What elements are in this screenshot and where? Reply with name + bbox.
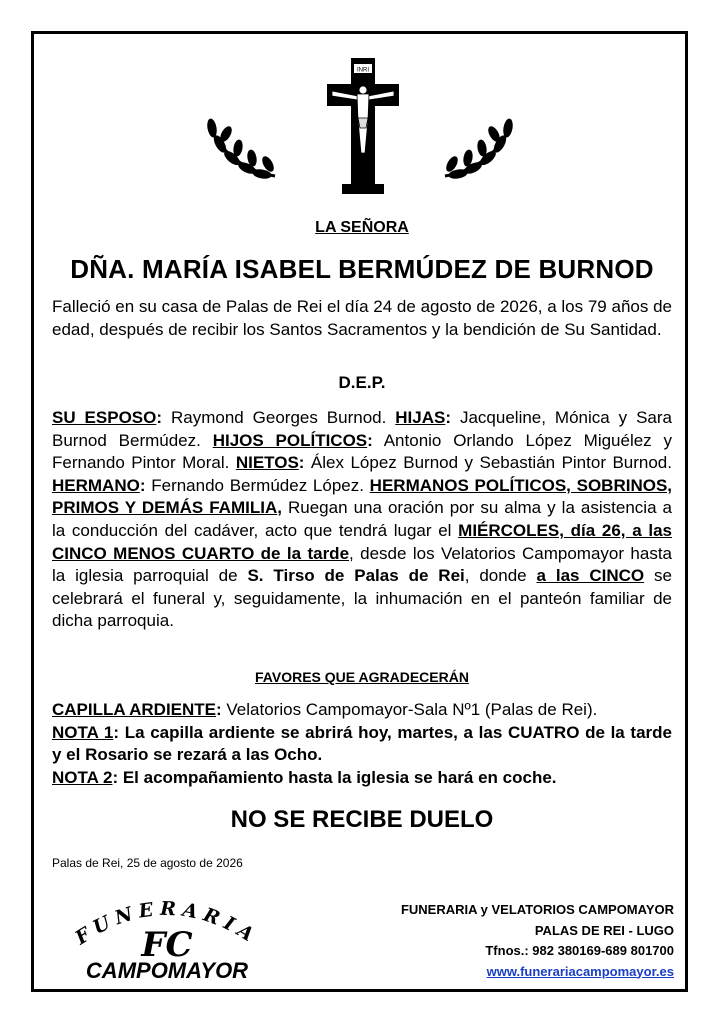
logo-monogram: FC xyxy=(141,925,193,965)
deceased-name: DÑA. MARÍA ISABEL BERMÚDEZ DE BURNOD xyxy=(70,254,654,284)
nietos-label: NIETOS xyxy=(235,453,299,473)
dep-text: D.E.P. xyxy=(338,373,386,392)
svg-text:INRI: INRI xyxy=(357,67,369,74)
funeraria-logo xyxy=(52,888,282,983)
logo-arc-text: FUNERARIA xyxy=(71,897,263,950)
contact-block xyxy=(401,900,674,982)
capilla-line: CAPILLA ARDIENTE: Velatorios Campomayor-Sala Nº1 (Palas de Rei). xyxy=(52,700,598,719)
company-phones: Tfnos.: 982 380169-689 801700 xyxy=(485,943,674,958)
funeral-day: MIÉRCOLES, día 26, a las CINCO MENOS CUARTO de la tarde xyxy=(52,520,672,563)
company-name: FUNERARIA y VELATORIOS CAMPOMAYOR xyxy=(400,902,674,917)
logo-name: CAMPOMAYOR xyxy=(85,958,249,983)
hijas-text: Jacqueline, Mónica y Sara Burnod Bermúdez. xyxy=(52,408,672,450)
no-duelo: NO SE RECIBE DUELO xyxy=(230,806,494,833)
nota1-line: NOTA 1: La capilla ardiente se abrirá hoy, martes, a las CUATRO de la tarde y el Rosario se rezará a las Ocho. xyxy=(52,722,672,765)
church-name: S. Tirso de Palas de Rei xyxy=(247,566,465,586)
website-link[interactable]: www.funerariacampomayor.es xyxy=(486,963,674,979)
crucifix-icon xyxy=(190,58,530,198)
nota2-label: NOTA 2 xyxy=(52,767,113,787)
nota1-label: NOTA 1 xyxy=(52,722,114,742)
hijas-label: HIJAS xyxy=(395,408,446,427)
death-notice: Falleció en su casa de Palas de Rei el día 24 de agosto de 2026, a los 79 años de edad, después de recibir los Santos Sacramentos y la bendición de Su Santidad. xyxy=(52,297,672,339)
family-paragraph: SU ESPOSO: Raymond Georges Burnod. HIJAS: Jacqueline, Mónica y Sara Burnod Bermúdez. HIJOS POLÍTICOS: Antonio Orlando López Miguélez y Fernando Pintor Moral. NIETOS: Álex López Burnod y Sebastián Pintor Burnod. HERMANO: Fernando Bermúdez López. HERMANOS POLÍTICOS, SOBRINOS, PRIMOS Y DEMÁS FAMILIA, Ruegan una oración por su alma y la asistencia a la conducción del cadáver, acto que tendrá lugar el MIÉRCOLES, día 26, a las CINCO MENOS CUARTO de la tarde, desde los Velatorios Campomayor hasta la iglesia parroquial de S. Tirso de Palas de Rei, donde a las CINCO se celebrará el funeral y, seguidamente, la inhumación en el panteón familiar de dicha parroquia. xyxy=(52,408,673,631)
cross-emblem xyxy=(190,58,530,198)
heading: LA SEÑORA xyxy=(315,219,409,236)
funeral-hour: a las CINCO xyxy=(536,566,645,586)
hijos-politicos-label: HIJOS POLÍTICOS xyxy=(212,430,368,450)
hijos-politicos-text: Antonio Orlando López Miguélez y Fernando Pintor Moral. xyxy=(52,430,673,473)
hermano-text: Fernando Bermúdez López. xyxy=(145,475,370,495)
request-text-2: , desde los Velatorios Campomayor hasta la iglesia parroquial de xyxy=(52,543,672,586)
esposo-label: SU ESPOSO xyxy=(52,408,157,427)
other-family: HERMANOS POLÍTICOS, SOBRINOS, PRIMOS Y DEMÁS FAMILIA xyxy=(52,475,673,518)
request-text-4: se celebrará el funeral y, seguidamente, la inhumación en el panteón familiar de dicha parroquia. xyxy=(52,566,672,631)
nota2-line: NOTA 2: El acompañamiento hasta la iglesia se hará en coche. xyxy=(52,767,557,787)
request-text-1: Ruegan una oración por su alma y la asistencia a la conducción del cadáver, acto que tendrá lugar el xyxy=(52,498,672,540)
nota2-text: El acompañamiento hasta la iglesia se hará en coche. xyxy=(118,767,557,787)
company-location: PALAS DE REI - LUGO xyxy=(534,922,674,938)
nota1-text: La capilla ardiente se abrirá hoy, martes, a las CUATRO de la tarde y el Rosario se rezará a las Ocho. xyxy=(52,722,672,765)
nietos-text: Álex López Burnod y Sebastián Pintor Burnod. xyxy=(304,453,672,473)
favores-text: FAVORES QUE AGRADECERÁN xyxy=(255,669,469,685)
esposo-text: Raymond Georges Burnod. xyxy=(162,408,396,427)
date-place: Palas de Rei, 25 de agosto de 2026 xyxy=(52,856,243,870)
laurel-left-icon xyxy=(206,118,275,179)
request-text-3: , donde xyxy=(464,566,537,586)
hermano-label: HERMANO xyxy=(52,475,140,495)
notes-paragraph xyxy=(52,699,672,789)
capilla-label: CAPILLA ARDIENTE xyxy=(52,700,217,719)
capilla-text: Velatorios Campomayor-Sala Nº1 (Palas de Rei). xyxy=(221,700,598,719)
laurel-right-icon xyxy=(445,118,514,179)
